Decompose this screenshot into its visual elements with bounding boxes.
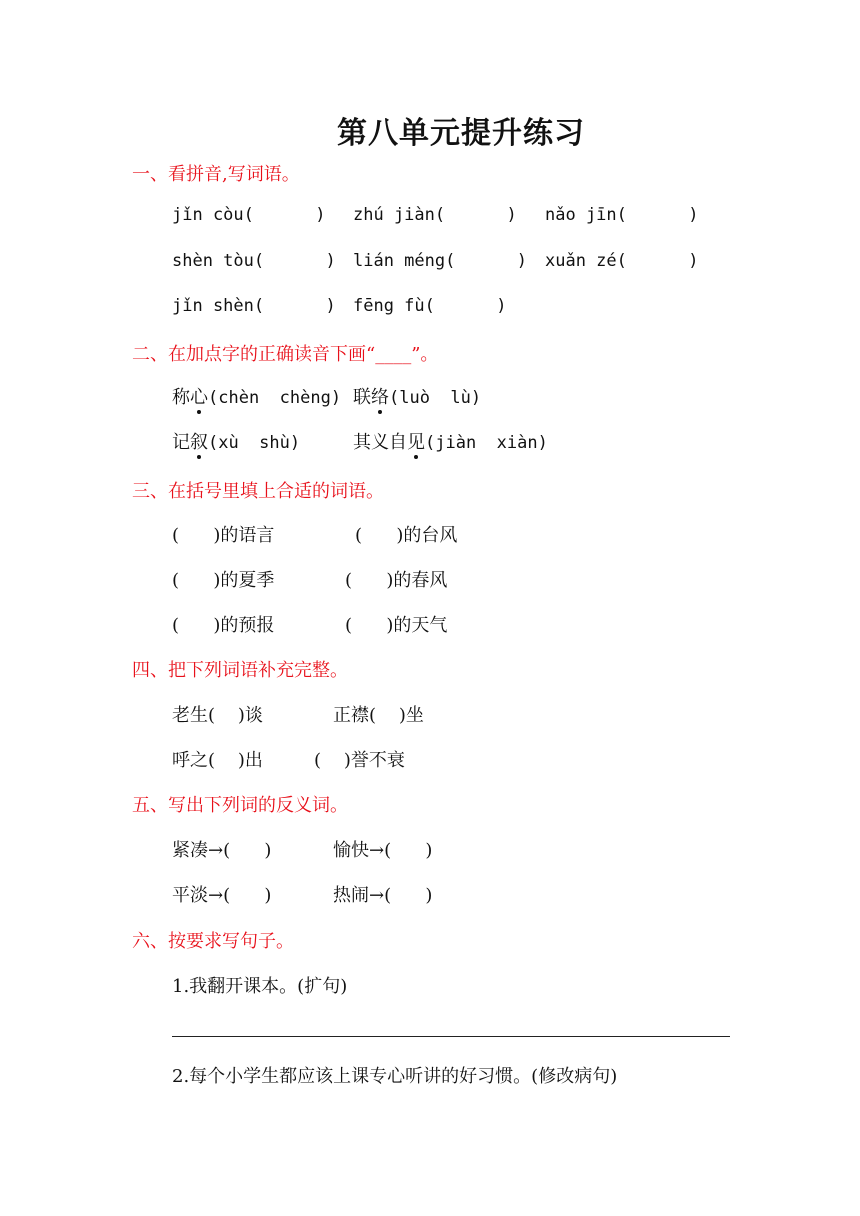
section-5-heading: 五、写出下列词的反义词。 (132, 795, 348, 816)
pronunciation-options: (jiàn xiàn) (425, 433, 548, 453)
pinyin-item: xuǎn zé( ) (545, 251, 699, 271)
pinyin-item: lián méng( ) (353, 251, 527, 271)
pronunciation-item (172, 428, 300, 454)
fill-item: ( )的语言 (172, 525, 275, 546)
pronunciation-options: (chèn chèng) (208, 388, 342, 408)
page-title: 第八单元提升练习 (337, 116, 585, 151)
section-2-heading: 二、在加点字的正确读音下画“____”。 (132, 344, 439, 365)
pronunciation-item (353, 383, 481, 409)
pronunciation-item (353, 428, 548, 454)
section-6-heading: 六、按要求写句子。 (132, 931, 294, 952)
idiom-item: 正襟( )坐 (333, 705, 424, 726)
fill-item: ( )的台风 (355, 525, 458, 546)
idiom-item: 老生( )谈 (172, 705, 263, 726)
fill-item: ( )的天气 (345, 615, 448, 636)
antonym-item: 平淡→( ) (172, 885, 272, 906)
pinyin-item: zhú jiàn( ) (353, 205, 517, 225)
word-text: 称 (172, 387, 190, 408)
section-4-heading: 四、把下列词语补充完整。 (132, 660, 348, 681)
word-text: 联 (353, 387, 371, 408)
dotted-char: 叙 (190, 432, 208, 453)
dotted-char: 心 (190, 387, 208, 408)
fill-item: ( )的预报 (172, 615, 275, 636)
pinyin-item: shèn tòu( ) (172, 251, 336, 271)
pinyin-item: nǎo jīn( ) (545, 205, 699, 225)
section-3-heading: 三、在括号里填上合适的词语。 (132, 481, 384, 502)
antonym-item: 热闹→( ) (333, 885, 433, 906)
pinyin-item: jǐn shèn( ) (172, 296, 336, 316)
question-1: 1.我翻开课本。(扩句) (172, 976, 348, 997)
dotted-char: 络 (371, 387, 389, 408)
question-2: 2.每个小学生都应该上课专心听讲的好习惯。(修改病句) (172, 1066, 618, 1087)
pronunciation-item (172, 383, 341, 409)
antonym-item: 愉快→( ) (333, 840, 433, 861)
answer-line (172, 1036, 730, 1037)
pronunciation-options: (luò lù) (389, 388, 482, 408)
pinyin-item: jǐn còu( ) (172, 205, 326, 225)
pinyin-item: fēng fù( ) (353, 296, 507, 316)
word-text: 其义自 (353, 432, 407, 453)
word-text: 记 (172, 432, 190, 453)
idiom-item: 呼之( )出 (172, 750, 263, 771)
fill-item: ( )的夏季 (172, 570, 275, 591)
fill-item: ( )的春风 (345, 570, 448, 591)
antonym-item: 紧凑→( ) (172, 840, 272, 861)
section-1-heading: 一、看拼音,写词语。 (132, 164, 300, 185)
pronunciation-options: (xù shù) (208, 433, 301, 453)
dotted-char: 见 (407, 432, 425, 453)
idiom-item: ( )誉不衰 (314, 750, 405, 771)
